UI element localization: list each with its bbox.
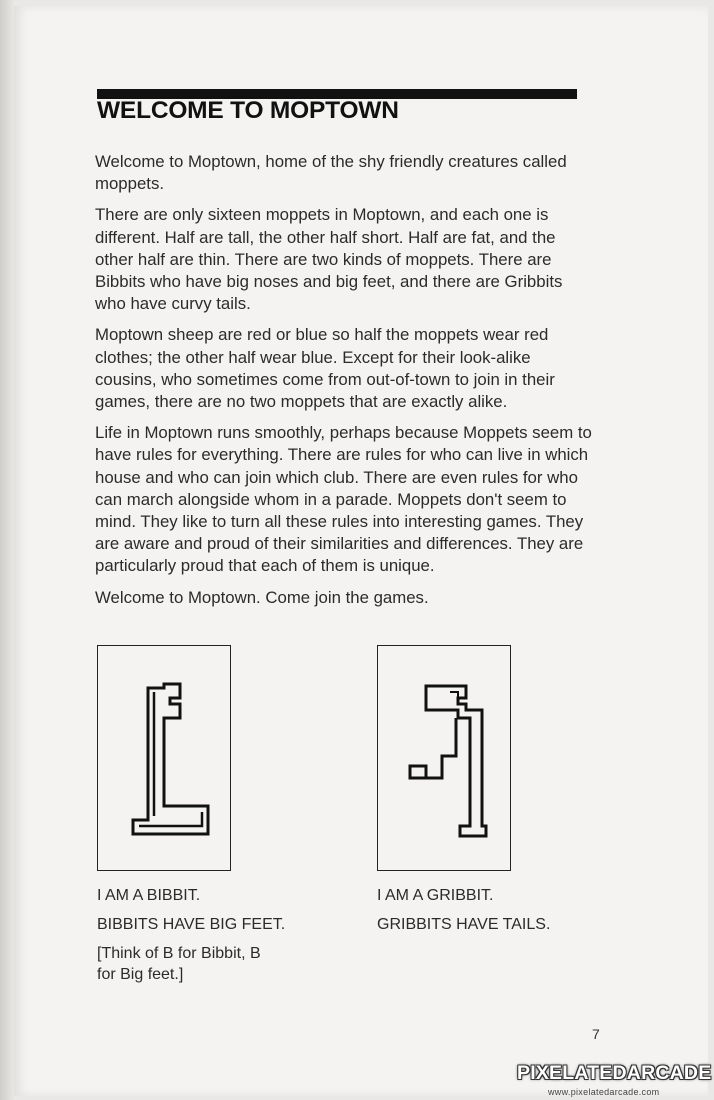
gribbit-caption-line2: GRIBBITS HAVE TAILS. [377,916,551,933]
watermark-url: www.pixelatedarcade.com [548,1087,660,1097]
bibbit-note: [Think of B for Bibbit, B for Big feet.] [97,945,261,983]
paragraph: Moptown sheep are red or blue so half the moppets wear red clothes; the other half wear blue. Except for their look-alike cousins, who sometimes come from out-of-town to join in their games, there are no two moppets that are exactly alike. [95,325,555,412]
paragraph: Welcome to Moptown, home of the shy friendly creatures called moppets. [95,152,567,194]
paragraph: There are only sixteen moppets in Moptown, and each one is different. Half are tall, the other half short. Half are fat, and the other half are thin. There are two kinds of moppets. There are Bibbits who have big noses and big feet, and there are Gribbits who have curvy tails. [95,205,563,314]
paragraph: Life in Moptown runs smoothly, perhaps because Moppets seem to have rules for everything. There are rules for who can live in which house and who can join which club. There are even rules for who can march alongside whom in a parade. Moppets don't seem to mind. They like to turn all these rules into interesting games. They are aware and proud of their similarities and differences. They are particularly proud that each of them is unique. [95,423,592,576]
bibbit-caption [97,885,337,993]
bibbit-caption-line2: BIBBITS HAVE BIG FEET. [97,916,286,933]
bibbit-figure [97,645,231,871]
paragraph: Welcome to Moptown. Come join the games. [95,587,429,607]
gribbit-illustration [378,646,512,872]
page-title: WELCOME TO MOPTOWN [97,97,399,124]
page-number: 7 [592,1026,600,1042]
bibbit-illustration [98,646,232,872]
bibbit-caption-line1: I AM A BIBBIT. [97,887,201,904]
gribbit-figure [377,645,511,871]
body-text [95,151,595,618]
gribbit-caption-line1: I AM A GRIBBIT. [377,887,494,904]
gribbit-caption [377,885,617,943]
watermark-logo: PIXELATEDARCADE [517,1062,712,1084]
